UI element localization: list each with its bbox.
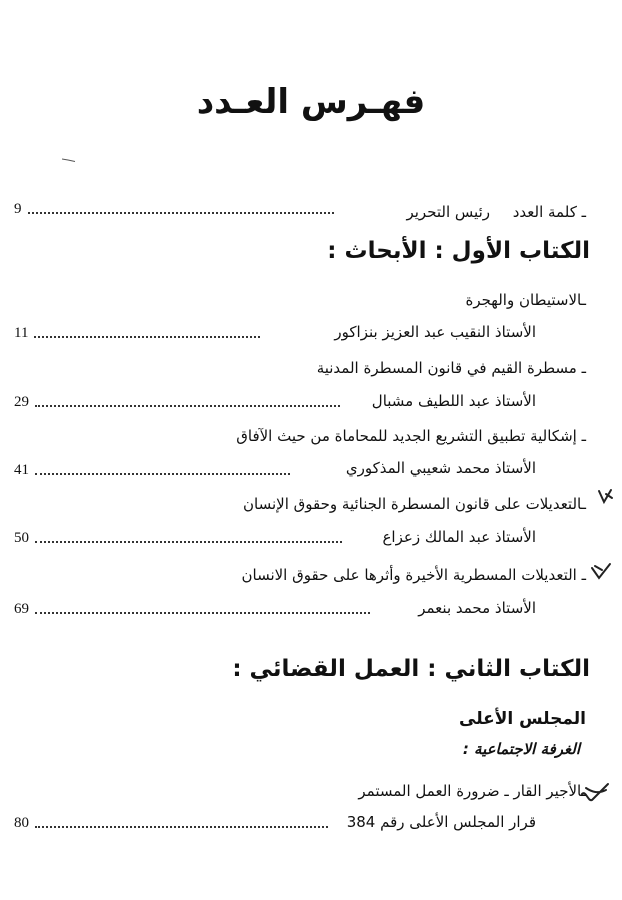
handwritten-check-icon [596,488,614,506]
case1-decision: قرار المجلس الأعلى رقم 384 [346,813,536,831]
case1-page-number: 80 [14,815,29,831]
article1-leader [14,323,260,343]
leader-dots [34,336,260,338]
article5-page-number: 69 [14,601,29,617]
article3-title: ـ إشكالية تطبيق التشريع الجديد للمحاماة من حيث الآفاق [236,427,586,445]
page-title: فهـرس العـدد [196,82,426,122]
article1-page-number: 11 [14,325,29,341]
article2-page-number: 29 [14,394,29,410]
leader-dots [35,612,370,614]
article4-page-number: 50 [14,530,29,546]
article3-leader [14,460,290,480]
article1-title: ـالاستيطان والهجرة [465,291,586,309]
article1-author: الأستاذ النقيب عبد العزيز بنزاكور [334,323,536,341]
editorial-author: رئيس التحرير [406,203,490,221]
chamber-heading: الغرفة الاجتماعية : [462,740,580,758]
editorial-label: ـ كلمة العدد [512,203,586,221]
article4-author: الأستاذ عبد المالك زعزاع [382,528,536,546]
article2-leader [14,392,340,412]
article3-page-number: 41 [14,462,29,478]
case1-leader [14,813,328,833]
leader-dots [35,405,340,407]
article4-title: ـالتعديلات على قانون المسطرة الجنائية وحقوق الإنسان [243,495,586,513]
article5-title: ـ التعديلات المسطرية الأخيرة وأثرها على حقوق الانسان [241,566,586,584]
leader-dots [35,473,290,475]
editorial-leader [14,199,334,219]
article5-leader [14,599,370,619]
leader-dots [35,541,342,543]
leader-dots [28,212,335,214]
book1-heading: الكتاب الأول : الأبحاث : [327,238,590,264]
article2-author: الأستاذ عبد اللطيف مشبال [371,392,536,410]
leader-dots [35,826,328,828]
article2-title: ـ مسطرة القيم في قانون المسطرة المدنية [316,359,586,377]
editorial-page-number: 9 [14,201,22,217]
book2-heading: الكتاب الثاني : العمل القضائي : [232,656,590,682]
ink-speck [62,158,76,162]
article5-author: الأستاذ محمد بنعمر [418,599,536,617]
article4-leader [14,528,342,548]
court-heading: المجلس الأعلى [459,709,586,729]
article3-author: الأستاذ محمد شعيبي المذكوري [345,459,536,477]
handwritten-check-icon [590,562,612,582]
case1-title: ـالأجير القار ـ ضرورة العمل المستمر [358,782,586,800]
